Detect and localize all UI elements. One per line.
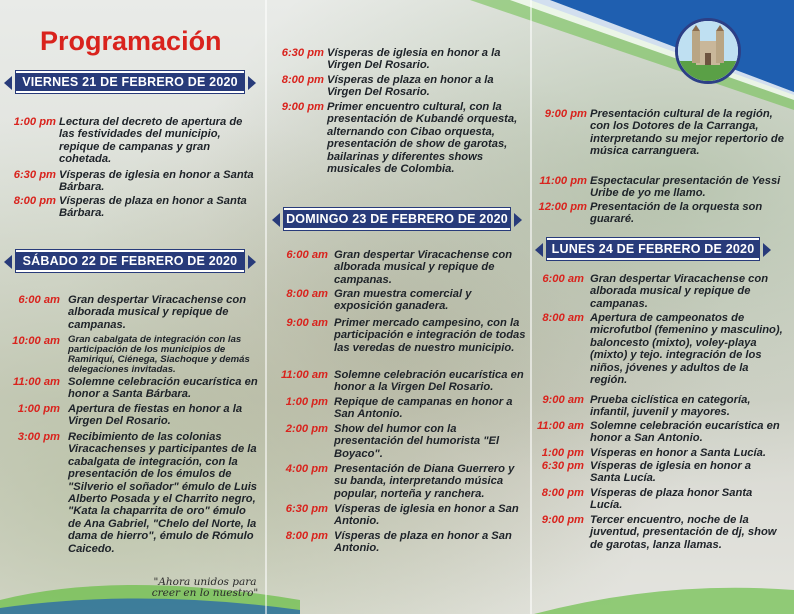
banner-chevron-right-icon [763,243,771,257]
schedule-entry: 9:00 pm Tercer encuentro, noche de la juventud, presentación de dj, show de garotas, lanza llamas. [541,514,777,551]
schedule-entry: 6:30 pm Vísperas de iglesia en honor a San Antonio. [285,503,519,528]
schedule-entry: 3:00 pm Recibimiento de las colonias Viracachenses y participantes de la cabalgata de integración, con la presentación de los émulos de "Silverio el soñador" émulo de Luis Alberto Posada y el Charrito negro, "Kata la chaparrita de oro" émulo de Ana Gabriel, "Chelo del Norte, la dama de hierro", émulo de Rómulo Caicedo. [17,431,258,555]
schedule-entry: 11:00 pm Espectacular presentación de Yessi Uribe de yo me llamo. [539,175,781,200]
schedule-entry: 6:30 pm Vísperas de iglesia en honor a la Virgen Del Rosario. [281,47,501,72]
schedule-entry: 8:00 pm Vísperas de plaza en honor a Santa Bárbara. [13,195,247,220]
schedule-entry: 10:00 am Gran cabalgata de integración con las participación de los municipios de Ramiriquí, Ciénega, Siachoque y demás delegaciones invitadas. [12,334,250,375]
schedule-entry: 8:00 am Gran muestra comercial y exposición ganadera. [286,288,472,313]
schedule-entry: 8:00 pm Vísperas de plaza honor Santa Lucía. [541,487,753,512]
schedule-entry: 9:00 am Prueba ciclística en categoría, infantil, juvenil y mayores. [542,394,751,419]
schedule-entry: 8:00 pm Vísperas de plaza en honor a San Antonio. [285,530,512,555]
schedule-entry: 9:00 pm Presentación cultural de la región, con los Dotores de la Carranga, interpretando su mejor repertorio de música carranguera. [544,108,784,158]
schedule-entry: 6:30 pm Vísperas de iglesia en honor a Santa Bárbara. [13,169,254,194]
motto-signature: "Ahora unidos para creer en lo nuestro" [151,576,259,599]
schedule-entry: 8:00 am Apertura de campeonatos de microfutbol (femenino y masculino), baloncesto (mixto), voley-playa (mixto) y tejo. integración de los niños, jóvenes y adultos de la región. [542,312,783,387]
municipality-seal-logo [675,18,741,84]
banner-chevron-right-icon [248,76,256,90]
day-banner-viernes: VIERNES 21 DE FEBRERO DE 2020 [16,71,244,93]
schedule-entry: 1:00 pm Apertura de fiestas en honor a la Virgen Del Rosario. [17,403,243,428]
schedule-entry: 6:00 am Gran despertar Viracachense con alborada musical y repique de campanas. [18,294,247,331]
schedule-entry: 9:00 pm Primer encuentro cultural, con la presentación de Kubandé orquesta, alternando con Cibao orquesta, presentación de show de garotas, bailarinas y diferentes shows musicales de Colombia. [281,101,518,176]
corner-decoration-bottom-right [534,560,794,614]
day-banner-domingo: DOMINGO 23 DE FEBRERO DE 2020 [284,208,510,230]
schedule-entry: 9:00 am Primer mercado campesino, con la participación e integración de todas las veredas de nuestro municipio. [286,317,526,354]
page-title: Programación [40,26,222,56]
banner-chevron-left-icon [4,255,12,269]
schedule-entry: 11:00 am Solemne celebración eucarística en honor a San Antonio. [536,420,780,445]
schedule-entry: 12:00 pm Presentación de la orquesta son guararé. [538,201,763,226]
panel-fold-1 [265,0,267,614]
banner-chevron-right-icon [248,255,256,269]
schedule-entry: 1:00 pm Lectura del decreto de apertura de las festividades del municipio, repique de campanas y gran cohetada. [13,116,243,166]
day-banner-sabado: SÁBADO 22 DE FEBRERO DE 2020 [16,250,244,272]
banner-chevron-left-icon [4,76,12,90]
banner-chevron-left-icon [535,243,543,257]
day-banner-lunes: LUNES 24 DE FEBRERO DE 2020 [547,238,759,260]
schedule-entry: 1:00 pm Repique de campanas en honor a San Antonio. [285,396,513,421]
schedule-entry: 2:00 pm Show del humor con la presentación del humorista "El Boyaco". [285,423,500,460]
schedule-entry: 6:30 pm Vísperas de iglesia en honor a Santa Lucía. [541,460,752,485]
schedule-entry: 6:00 am Gran despertar Viracachense con alborada musical y repique de campanas. [286,249,513,286]
banner-chevron-right-icon [514,213,522,227]
schedule-entry: 1:00 pm Vísperas en honor a Santa Lucía. [541,447,766,459]
schedule-entry: 11:00 am Solemne celebración eucarística en honor a Santa Bárbara. [12,376,258,401]
schedule-entry: 4:00 pm Presentación de Diana Guerrero y su banda, interpretando música popular, norteña y ranchera. [285,463,515,500]
schedule-entry: 11:00 am Solemne celebración eucarística en honor a la Virgen Del Rosario. [280,369,524,394]
banner-chevron-left-icon [272,213,280,227]
schedule-entry: 8:00 pm Vísperas de plaza en honor a la Virgen Del Rosario. [281,74,494,99]
schedule-entry: 6:00 am Gran despertar Viracachense con alborada musical y repique de campanas. [542,273,769,310]
